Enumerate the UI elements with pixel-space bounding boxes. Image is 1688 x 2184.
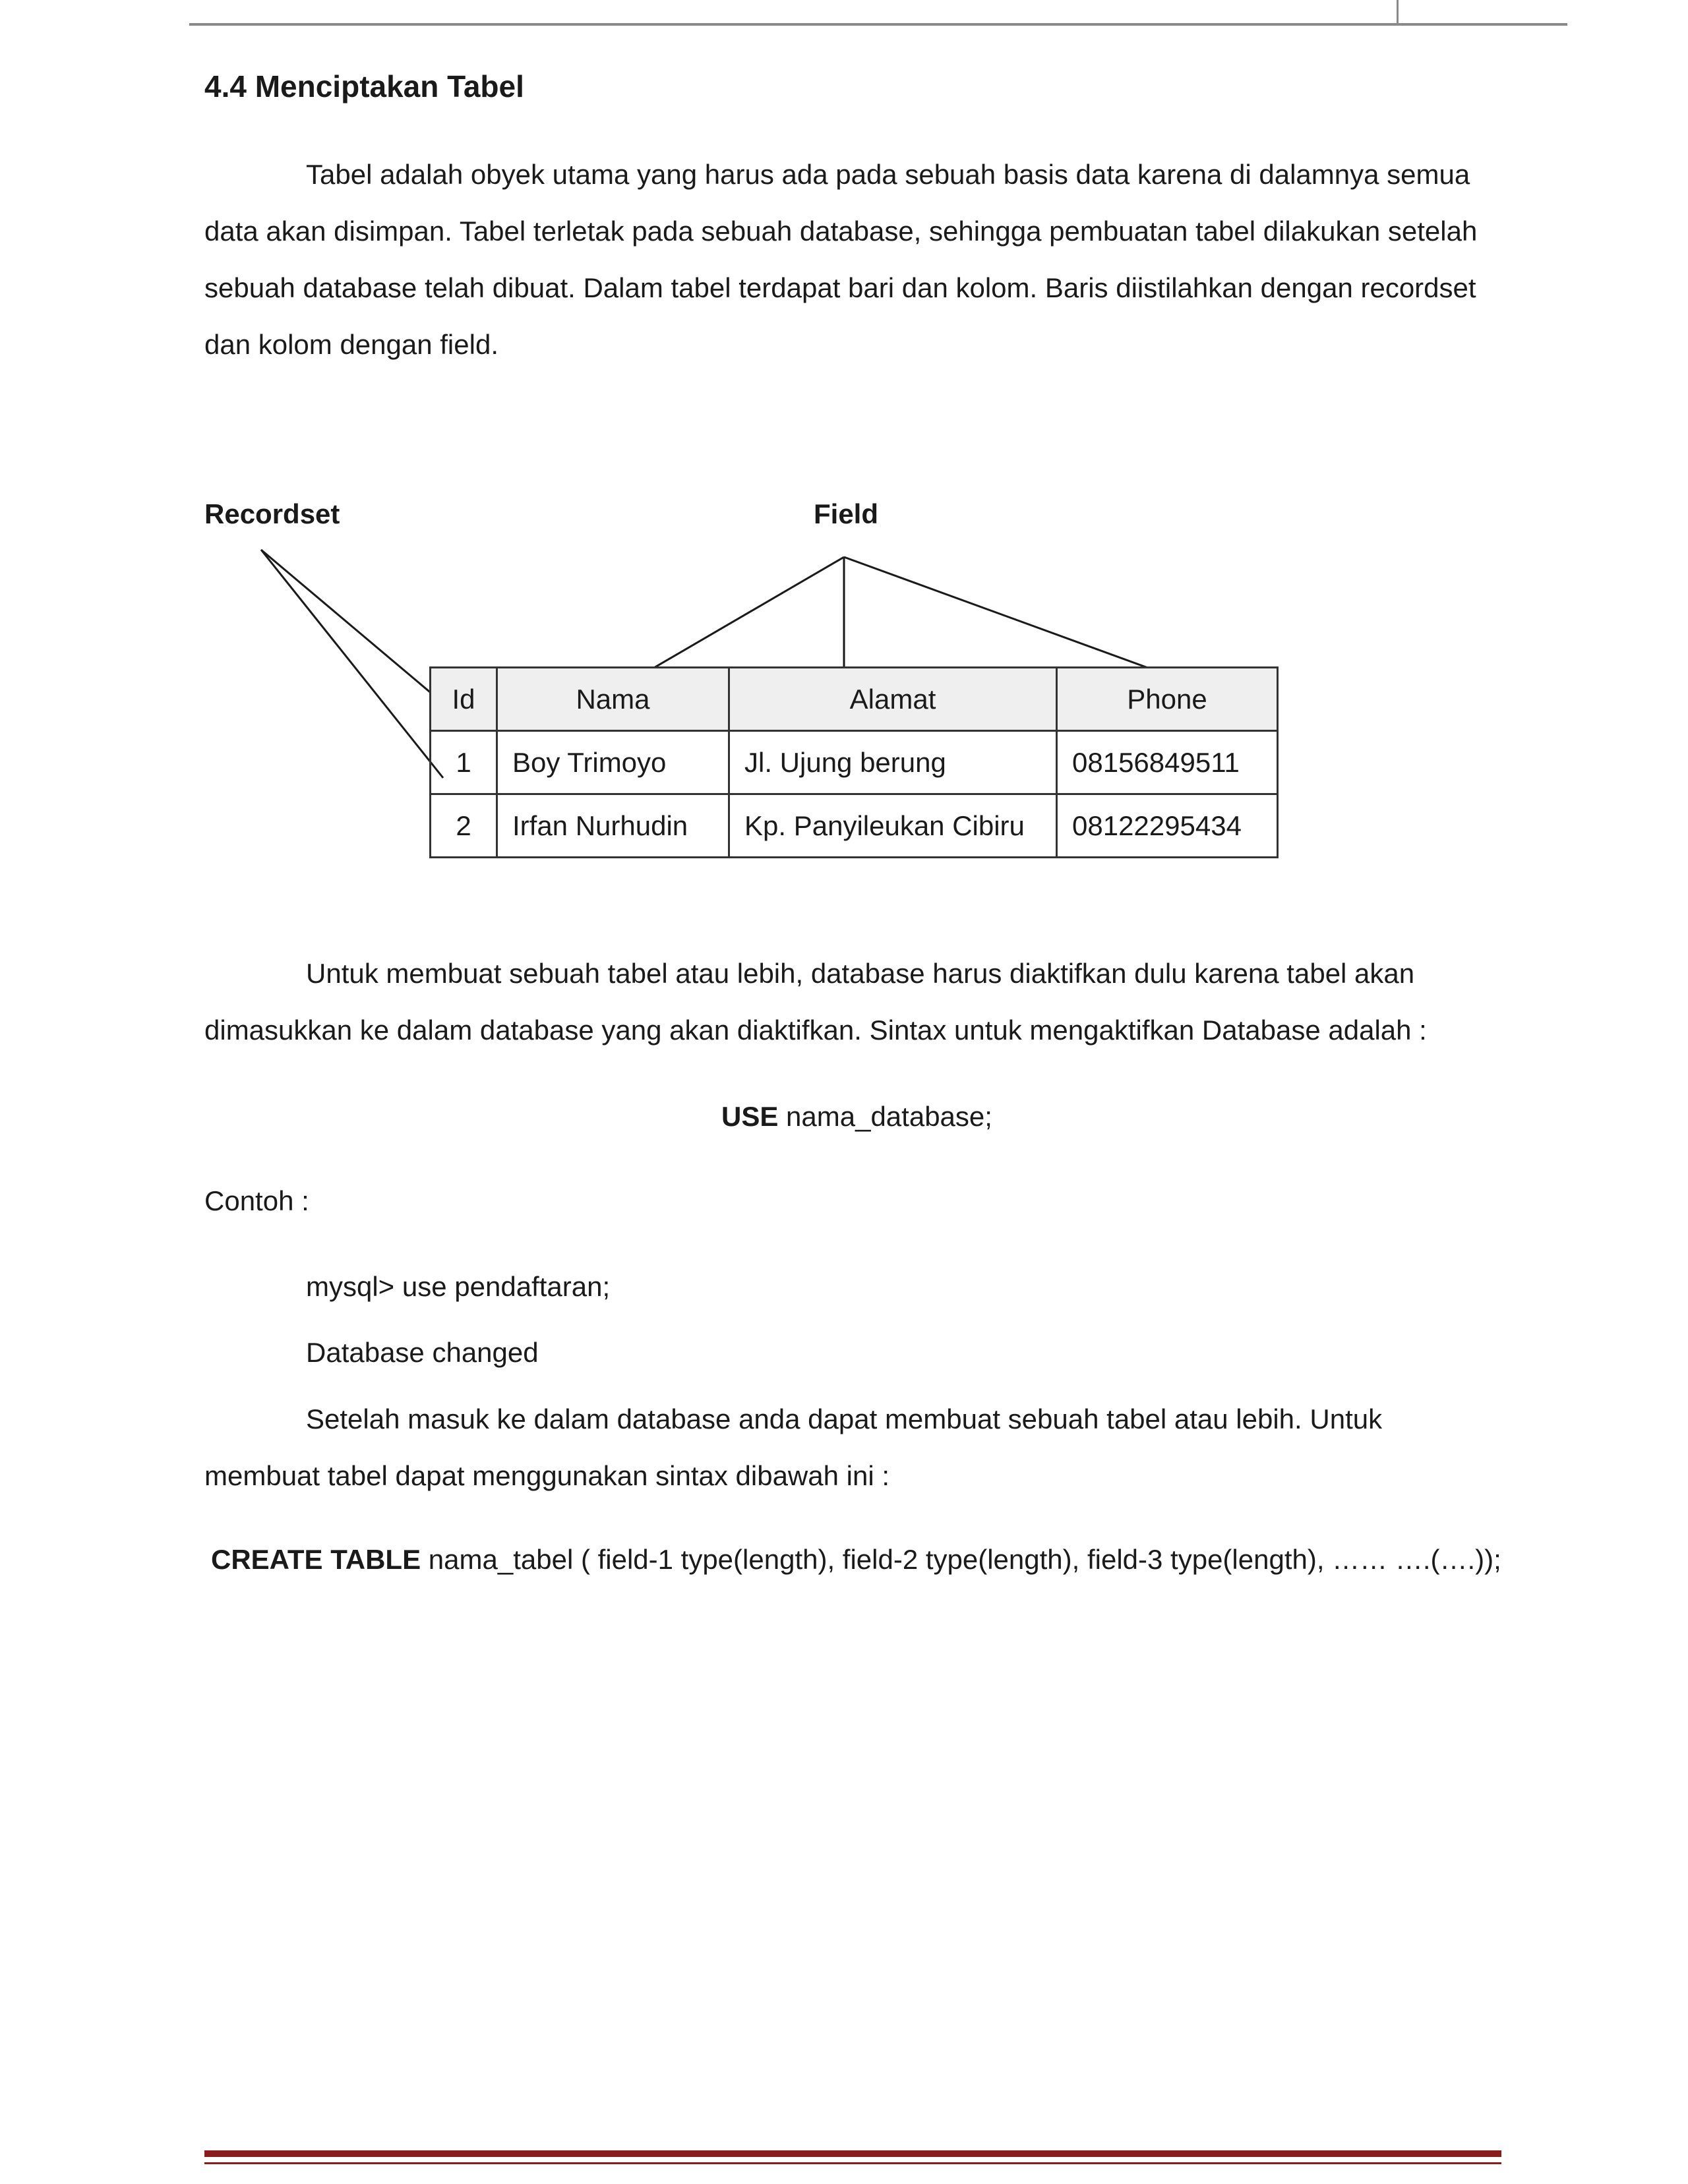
recordset-line-header bbox=[261, 550, 442, 702]
create-table-keyword: CREATE TABLE bbox=[211, 1544, 421, 1575]
create-paragraph bbox=[204, 1391, 1497, 1504]
header-alamat: Alamat bbox=[729, 668, 1057, 731]
table-cell-phone: 08122295434 bbox=[1057, 794, 1278, 858]
use-paragraph-text: Untuk membuat sebuah tabel atau lebih, database harus diaktifkan dulu karena tabel akan dimasukkan ke dalam database yang akan diaktifkan. Sintax untuk mengaktifkan Database adalah : bbox=[204, 958, 1427, 1046]
example-table bbox=[429, 666, 1279, 858]
table-row bbox=[431, 731, 1278, 794]
footer-rule-thin bbox=[204, 2162, 1501, 2164]
use-syntax-rest: nama_database; bbox=[778, 1101, 992, 1132]
table-row bbox=[431, 794, 1278, 858]
table-cell-alamat: Jl. Ujung berung bbox=[729, 731, 1057, 794]
table-header-row bbox=[431, 668, 1278, 731]
table-cell-nama: Boy Trimoyo bbox=[497, 731, 729, 794]
table-cell-id: 2 bbox=[431, 794, 497, 858]
create-table-syntax bbox=[211, 1541, 1501, 1578]
field-label: Field bbox=[814, 498, 879, 529]
header-nama: Nama bbox=[497, 668, 729, 731]
table-cell-id: 1 bbox=[431, 731, 497, 794]
header-id: Id bbox=[431, 668, 497, 731]
create-table-syntax-rest: nama_tabel ( field-1 type(length), field-2 type(length), field-3 type(length), …… ….(….)); bbox=[421, 1544, 1501, 1575]
table-cell-alamat: Kp. Panyileukan Cibiru bbox=[729, 794, 1057, 858]
use-syntax bbox=[721, 1098, 992, 1135]
example-result: Database changed bbox=[306, 1337, 539, 1368]
use-paragraph bbox=[204, 945, 1497, 1059]
intro-paragraph bbox=[204, 146, 1497, 373]
table-cell-phone: 08156849511 bbox=[1057, 731, 1278, 794]
example-label: Contoh : bbox=[204, 1185, 309, 1216]
field-line-nama bbox=[637, 557, 844, 678]
table-cell-nama: Irfan Nurhudin bbox=[497, 794, 729, 858]
header-rule bbox=[189, 23, 1567, 26]
create-paragraph-text: Setelah masuk ke dalam database anda dapat membuat sebuah tabel atau lebih. Untuk membuat tabel dapat menggunakan sintax dibawah ini : bbox=[204, 1403, 1383, 1491]
field-line-phone bbox=[844, 557, 1175, 678]
example-command: mysql> use pendaftaran; bbox=[306, 1271, 611, 1302]
recordset-label: Recordset bbox=[204, 498, 340, 529]
header-tick bbox=[1397, 0, 1399, 24]
header-phone: Phone bbox=[1057, 668, 1278, 731]
footer-rule bbox=[204, 2150, 1501, 2157]
recordset-line-row bbox=[261, 550, 443, 778]
intro-paragraph-text: Tabel adalah obyek utama yang harus ada pada sebuah basis data karena di dalamnya semua data akan disimpan. Tabel terletak pada sebuah database, sehingga pembuatan tabel dilakukan setelah sebuah database telah dibuat. Dalam tabel terdapat bari dan kolom. Baris diistilahkan dengan recordset dan kolom dengan field. bbox=[204, 159, 1478, 360]
section-heading: 4.4 Menciptakan Tabel bbox=[204, 69, 524, 103]
use-keyword: USE bbox=[721, 1101, 779, 1132]
